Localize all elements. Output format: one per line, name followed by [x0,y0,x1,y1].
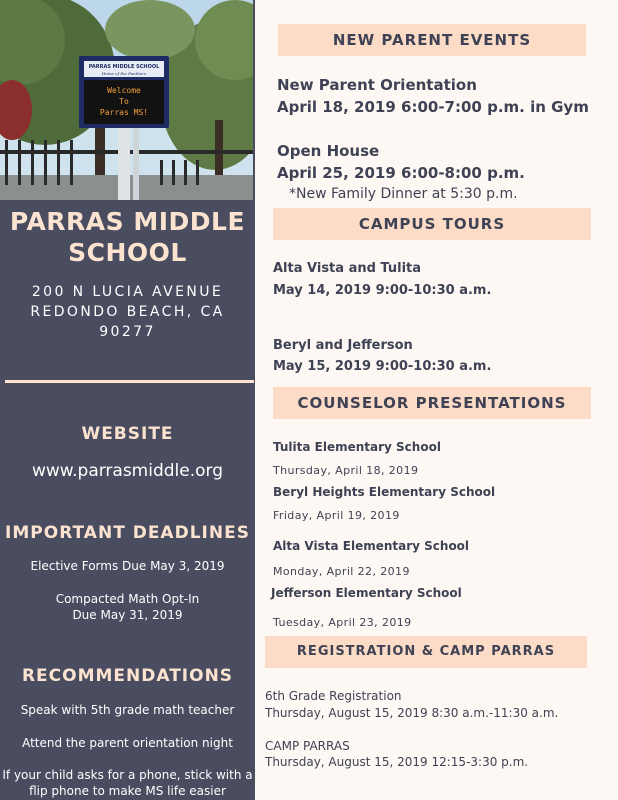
svg-text:Parras MS!: Parras MS! [99,108,149,117]
school-name-line: PARRAS MIDDLE [9,207,246,236]
presentation-school: Tulita Elementary School [273,440,441,454]
presentation-school: Jefferson Elementary School [271,586,462,600]
new-parent-events-banner: NEW PARENT EVENTS [278,24,586,56]
recommendations-heading: RECOMMENDATIONS [21,666,234,686]
event-when: April 25, 2019 6:00-8:00 p.m. [277,164,525,182]
recommendation-item: Attend the parent orientation night [22,736,233,750]
svg-text:Home of the Panthers: Home of the Panthers [101,71,147,76]
website-heading: WEBSITE [81,424,174,444]
recommendation-item: flip phone to make MS life easier [29,784,226,798]
school-name-line: SCHOOL [68,238,187,267]
deadline-item: Due May 31, 2019 [72,608,183,622]
svg-text:PARRAS MIDDLE SCHOOL: PARRAS MIDDLE SCHOOL [88,64,160,70]
tour-schools: Beryl and Jefferson [273,338,413,353]
address-line: REDONDO BEACH, CA [30,304,225,320]
presentation-date: Thursday, April 18, 2019 [273,464,419,477]
presentation-date: Tuesday, April 23, 2019 [273,616,412,629]
deadline-item: Compacted Math Opt-In [55,592,200,606]
event-title: Open House [277,142,380,160]
event-when: April 18, 2019 6:00-7:00 p.m. in Gym [277,98,589,116]
svg-text:Welcome: Welcome [107,86,141,95]
campus-tours-banner: CAMPUS TOURS [273,208,591,240]
divider [5,380,254,383]
counselor-presentations-banner: COUNSELOR PRESENTATIONS [273,387,591,419]
presentation-date: Monday, April 22, 2019 [273,565,410,578]
left-panel [0,0,255,800]
tour-when: May 15, 2019 9:00-10:30 a.m. [273,359,492,374]
school-sign-photo [0,0,253,200]
registration-when: Thursday, August 15, 2019 12:15-3:30 p.m. [265,755,529,769]
presentation-school: Beryl Heights Elementary School [273,485,496,499]
presentation-date: Friday, April 19, 2019 [273,509,400,522]
school-sign-illustration [0,0,253,200]
deadline-item: Elective Forms Due May 3, 2019 [30,559,225,573]
website-link[interactable]: www.parrasmiddle.org [31,461,224,481]
address-line: 90277 [99,324,156,340]
address-line: 200 N LUCIA AVENUE [31,284,224,300]
deadlines-heading: IMPORTANT DEADLINES [5,523,250,543]
right-panel [255,0,618,800]
tour-when: May 14, 2019 9:00-10:30 a.m. [273,283,492,298]
tour-schools: Alta Vista and Tulita [273,261,422,276]
event-note: *New Family Dinner at 5:30 p.m. [289,186,518,202]
registration-when: Thursday, August 15, 2019 8:30 a.m.-11:30 a.m. [265,706,559,720]
svg-text:To: To [119,97,129,106]
school-name [0,206,255,268]
registration-title: CAMP PARRAS [265,739,350,753]
registration-title: 6th Grade Registration [265,689,402,703]
registration-banner: REGISTRATION & CAMP PARRAS [265,636,587,668]
presentation-school: Alta Vista Elementary School [273,539,470,553]
recommendation-item: If your child asks for a phone, stick with a [2,768,253,782]
recommendation-item: Speak with 5th grade math teacher [20,703,235,717]
event-title: New Parent Orientation [277,76,477,94]
